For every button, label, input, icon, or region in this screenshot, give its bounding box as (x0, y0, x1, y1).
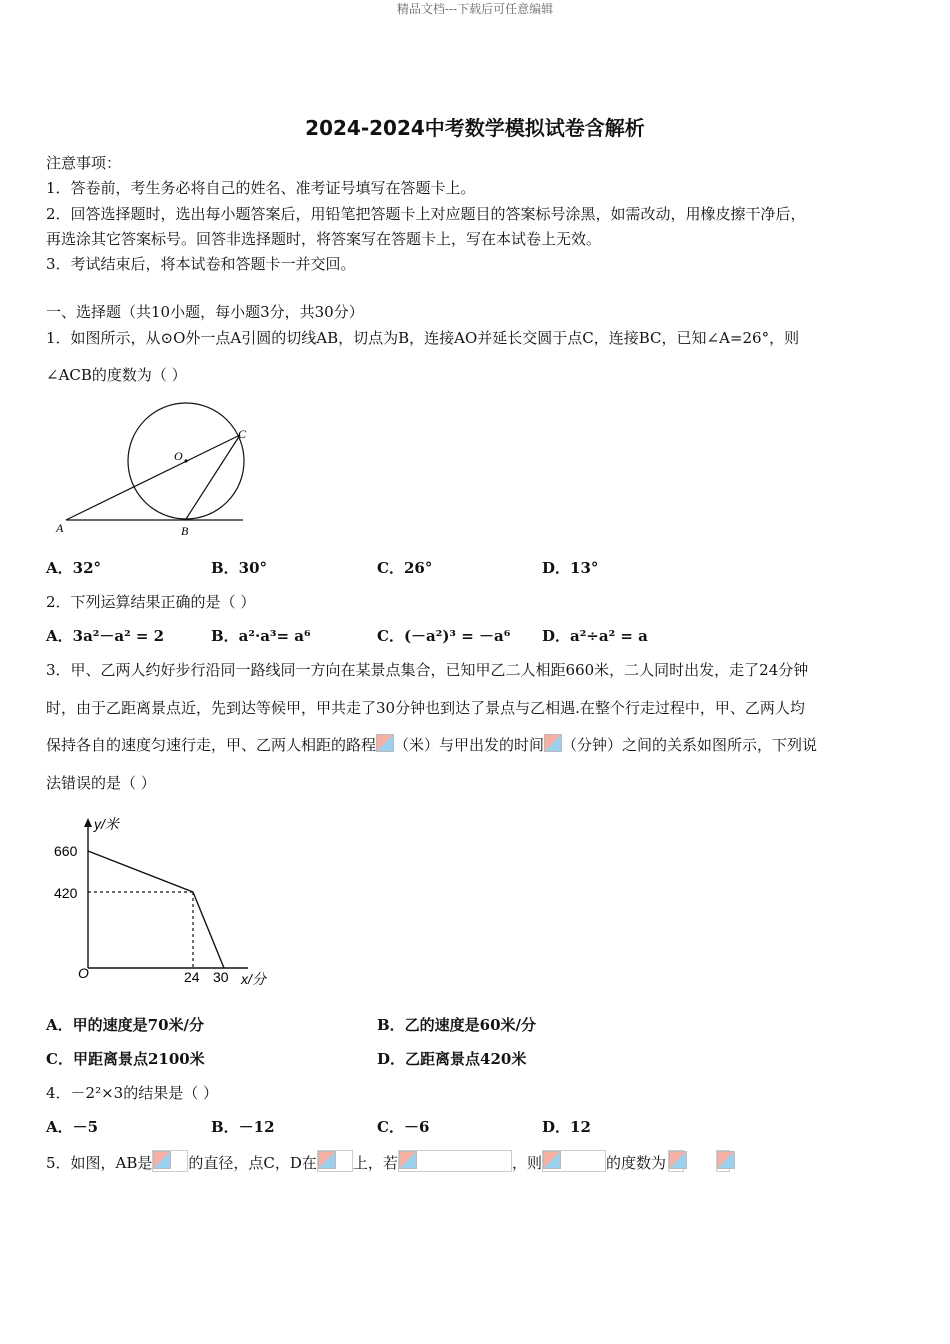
q1-circle-figure (48, 398, 258, 542)
q2-stem: 2．下列运算结果正确的是（ ） (46, 593, 256, 611)
q4-option-b[interactable]: B．－12 (211, 1118, 275, 1136)
label-b: B (181, 524, 189, 538)
label-o: O (174, 449, 183, 463)
q3-line3-part2: （米）与甲出发的时间 (394, 736, 545, 754)
q4-option-c[interactable]: C．－6 (377, 1118, 430, 1136)
q1-option-c[interactable]: C．26° (377, 559, 433, 577)
q3-stem-line2: 时，由于乙距离景点近，先到达等候甲，甲共走了30分钟也到达了景点与乙相遇.在整个行走过程中，甲、乙两人均 (46, 699, 805, 717)
q2-option-c[interactable]: C．(－a²)³ = －a⁶ (377, 627, 511, 645)
notice-item-2: 2．回答选择题时，选出每小题答案后，用铅笔把答题卡上对应题目的答案标号涂黑，如需改动，用橡皮擦干净后， (46, 205, 806, 223)
y-tick-420: 420 (54, 885, 78, 901)
broken-image-icon (544, 734, 562, 752)
notice-item-3: 3．考试结束后，将本试卷和答题卡一并交回。 (46, 255, 356, 273)
q3-option-d[interactable]: D．乙距离景点420米 (377, 1050, 527, 1068)
page-header-note: 精品文档---下载后可任意编辑 (396, 2, 554, 16)
q1-stem-line1: 1．如图所示，从⊙O外一点A引圆的切线AB，切点为B，连接AO并延长交圆于点C，连接BC，已知∠A=26°，则 (46, 329, 800, 347)
notice-item-2-cont: 再选涂其它答案标号。回答非选择题时，将答案写在答题卡上，写在本试卷上无效。 (46, 230, 602, 248)
x-tick-24: 24 (184, 969, 200, 985)
broken-image-icon (376, 734, 394, 752)
y-tick-660: 660 (54, 843, 78, 859)
q3-option-c[interactable]: C．甲距离景点2100米 (46, 1050, 205, 1068)
q3-stem-line3 (46, 734, 817, 755)
label-c: C (238, 427, 247, 441)
q4-option-d[interactable]: D．12 (542, 1118, 591, 1136)
broken-image-icon (152, 1150, 188, 1172)
section-heading: 一、选择题（共10小题，每小题3分，共30分） (46, 303, 364, 321)
broken-image-icon (542, 1150, 606, 1172)
q5-part4: ，则 (511, 1154, 542, 1172)
label-a: A (56, 521, 64, 535)
origin-label: O (78, 965, 89, 981)
q5-part1: 5．如图，AB是 (46, 1154, 153, 1172)
q3-line3-part3: （分钟）之间的关系如图所示，下列说 (562, 736, 818, 754)
q5-stem (46, 1150, 730, 1173)
broken-image-icon (317, 1150, 353, 1172)
q2-option-b[interactable]: B．a²·a³= a⁶ (211, 627, 311, 645)
q2-option-a[interactable]: A．3a²－a² = 2 (46, 627, 165, 645)
q5-part5: 的度数为 (605, 1154, 666, 1172)
q1-option-b[interactable]: B．30° (211, 559, 268, 577)
q3-stem-line1: 3．甲、乙两人约好步行沿同一路线同一方向在某景点集合，已知甲乙二人相距660米，二人同时出发，走了24分钟 (46, 661, 809, 679)
notice-heading: 注意事项： (46, 154, 122, 172)
broken-image-icon (668, 1150, 684, 1172)
q5-part2: 的直径，点C，D在 (188, 1154, 317, 1172)
x-axis-label: x/分 (241, 971, 266, 987)
q2-option-d[interactable]: D．a²÷a² = a (542, 627, 648, 645)
q4-stem: 4．－2²×3的结果是（ ） (46, 1084, 218, 1102)
q1-option-a[interactable]: A．32° (46, 559, 102, 577)
y-axis-arrow (84, 818, 92, 827)
y-axis-label: y/米 (94, 816, 119, 832)
q5-part3: 上，若 (352, 1154, 398, 1172)
x-tick-30: 30 (213, 969, 229, 985)
q3-line3-part1: 保持各自的速度匀速行走，甲、乙两人相距的路程 (46, 736, 377, 754)
q1-stem-line2: ∠ACB的度数为（ ） (46, 366, 187, 384)
q4-option-a[interactable]: A．－5 (46, 1118, 99, 1136)
broken-image-icon (398, 1150, 512, 1172)
q3-distance-time-graph (48, 812, 288, 994)
center-point (184, 459, 187, 462)
q1-option-d[interactable]: D．13° (542, 559, 599, 577)
broken-image-icon (716, 1150, 730, 1172)
notice-item-1: 1．答卷前，考生务必将自己的姓名、准考证号填写在答题卡上。 (46, 179, 476, 197)
q3-option-a[interactable]: A．甲的速度是70米/分 (46, 1016, 204, 1034)
document-title: 2024-2024中考数学模拟试卷含解析 (305, 116, 645, 140)
q3-option-b[interactable]: B．乙的速度是60米/分 (377, 1016, 537, 1034)
line-ac (66, 435, 240, 520)
q3-stem-line4: 法错误的是（ ） (46, 774, 156, 792)
distance-line (88, 851, 224, 968)
